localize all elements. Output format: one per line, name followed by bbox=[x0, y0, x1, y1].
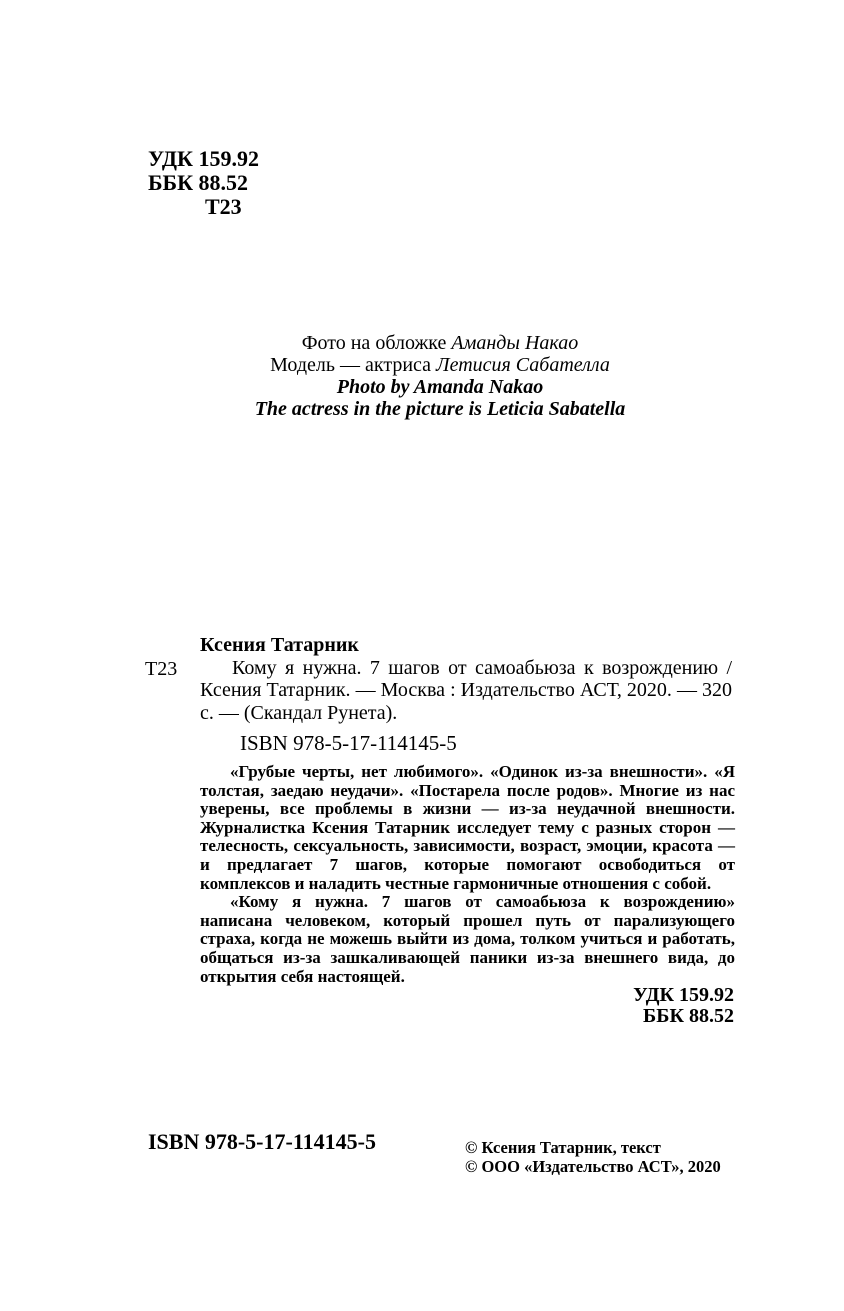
photo-credits-block bbox=[145, 332, 735, 420]
model-credit-prefix: Модель — актриса bbox=[270, 354, 437, 376]
copyright-author-text: © Ксения Татарник, текст bbox=[465, 1138, 661, 1157]
photo-credit-line-en: Photo by Amanda Nakao bbox=[336, 376, 544, 398]
catalog-description: Кому я нужна. 7 шагов от самоабьюза к возрождению / Ксения Татарник. — Москва : Издательство АСТ, 2020. — 320 с. — (Скандал Рунета). bbox=[200, 656, 732, 724]
copyright-publisher: © ООО «Издательство АСТ», 2020 bbox=[465, 1157, 721, 1176]
model-name: Летисия Сабателла bbox=[436, 354, 610, 376]
catalog-author-sign: Т23 bbox=[145, 658, 178, 680]
bbk-code-bottom: ББК 88.52 bbox=[643, 1004, 734, 1027]
author-sign: Т23 bbox=[205, 194, 242, 219]
udk-code: УДК 159.92 bbox=[148, 146, 260, 171]
annotation-paragraph-1: «Грубые черты, нет любимого». «Одинок из-за внешности». «Я толстая, заедаю неудачи». «Постарела после родов». Многие из нас уверены, все проблемы в жизни — из-за неудачной внешности. Журналистка Ксения Татарник исследует тему с разных сторон — телесность, сексуальность, зависимости, возраст, эмоции, красота — и предлагает 7 шагов, которые помогают освободиться от комплексов и наладить честные гармоничные отношения с собой. bbox=[200, 762, 735, 893]
copyright-block bbox=[465, 1138, 721, 1176]
classification-codes-bottom bbox=[633, 985, 734, 1026]
photo-credit-prefix: Фото на обложке bbox=[301, 332, 452, 354]
classification-codes-top bbox=[148, 147, 259, 219]
catalog-author: Ксения Татарник bbox=[200, 634, 359, 656]
photo-credit-line-ru bbox=[145, 332, 735, 354]
catalog-card bbox=[145, 634, 735, 755]
annotation-paragraph-2: «Кому я нужна. 7 шагов от самоабьюза к возрождению» написана человеком, который прошел путь от парализующего страха, когда не можешь выйти из дома, толком учиться и работать, общаться из-за зашкаливающей паники из-за внешнего вида, до открытия себя настоящей. bbox=[200, 892, 735, 986]
model-credit-line-en: The actress in the picture is Leticia Sabatella bbox=[254, 398, 626, 420]
footer-isbn: ISBN 978-5-17-114145-5 bbox=[148, 1129, 376, 1154]
photographer-name: Аманды Накао bbox=[451, 332, 579, 354]
model-credit-line-ru bbox=[145, 354, 735, 376]
bbk-code: ББК 88.52 bbox=[148, 170, 249, 195]
catalog-isbn: ISBN 978-5-17-114145-5 bbox=[240, 731, 457, 755]
udk-code-bottom: УДК 159.92 bbox=[633, 984, 734, 1006]
annotation-block bbox=[200, 763, 735, 986]
